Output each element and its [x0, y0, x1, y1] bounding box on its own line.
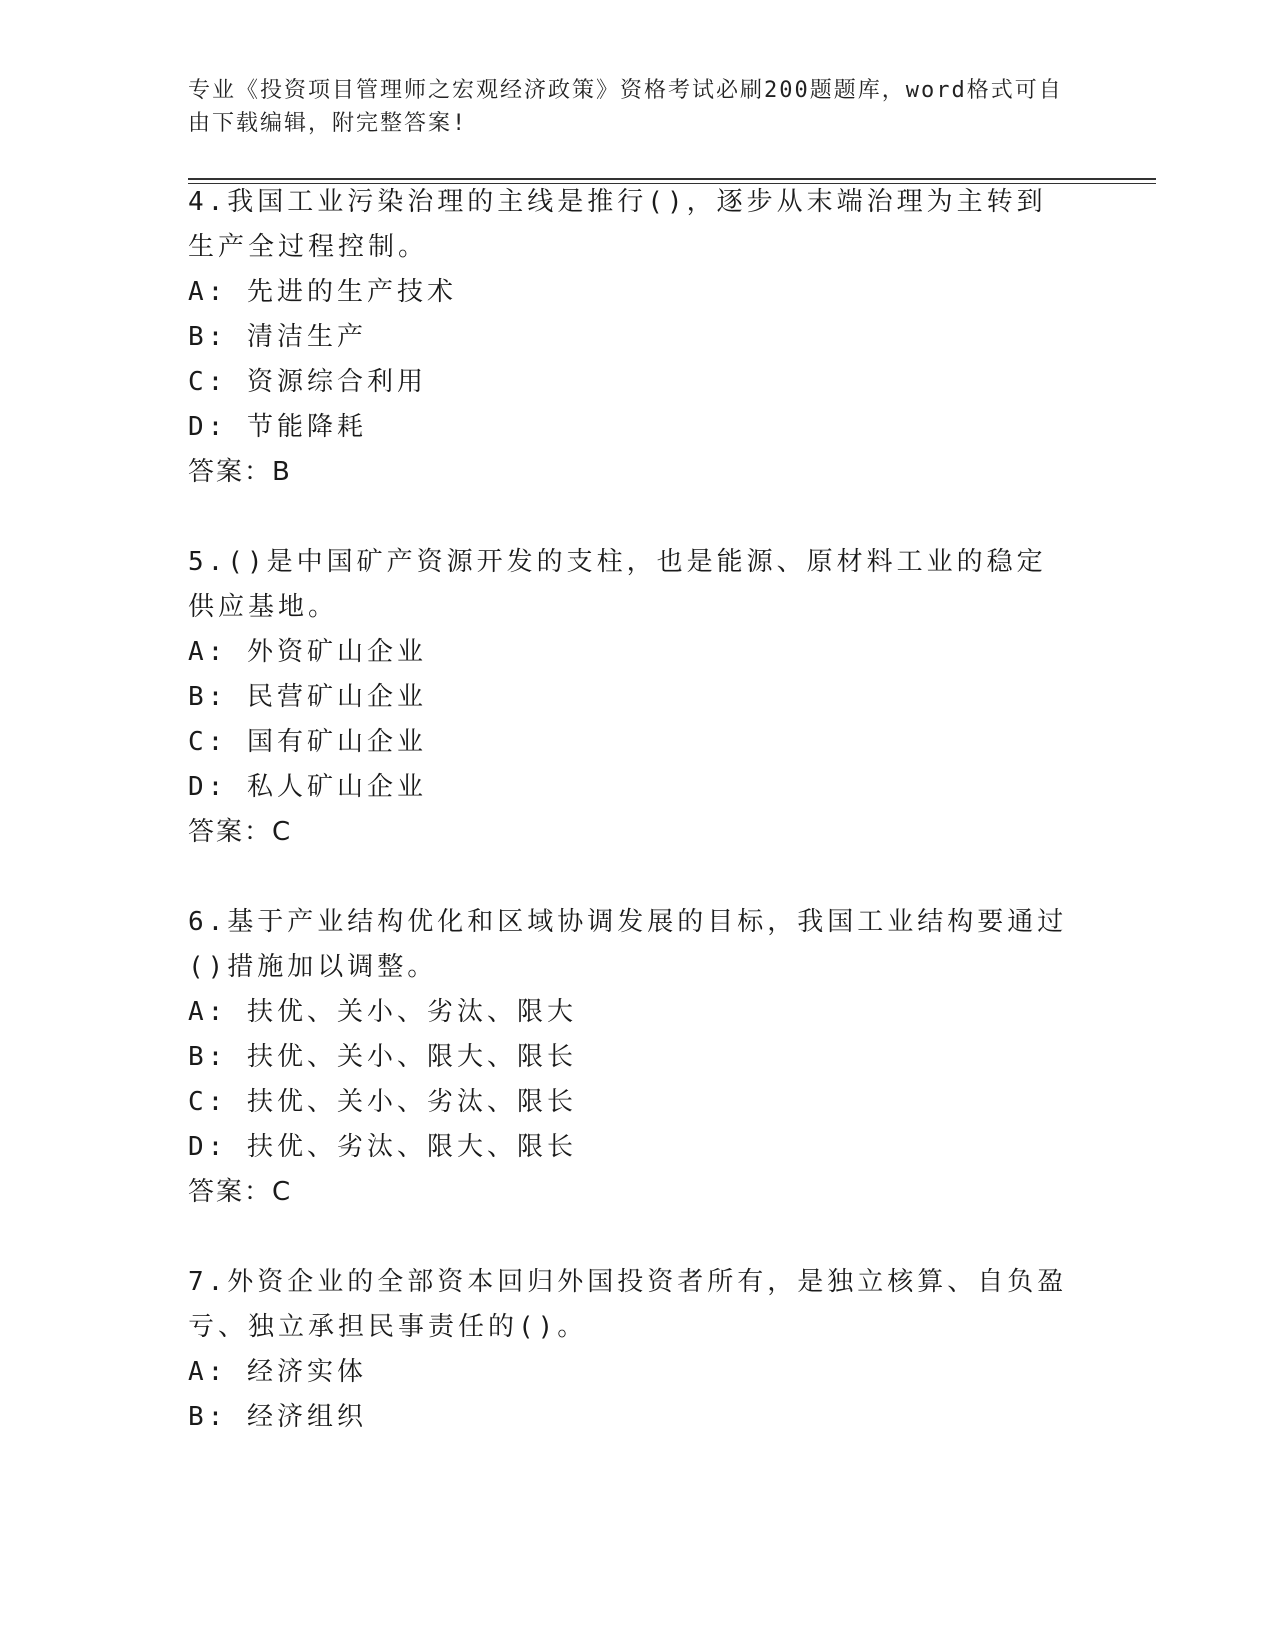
option-a: A: 扶优、关小、劣汰、限大 [188, 997, 577, 1027]
answer: 答案：C [188, 1177, 293, 1207]
question-stem: 6.基于产业结构优化和区域协调发展的目标，我国工业结构要通过()措施加以调整。 [188, 907, 1068, 982]
option-a: A: 外资矿山企业 [188, 637, 427, 667]
question-5 [188, 540, 1068, 855]
option-c: C: 国有矿山企业 [188, 727, 427, 757]
option-c: C: 资源综合利用 [188, 367, 427, 397]
option-a: A: 先进的生产技术 [188, 277, 457, 307]
document-header: 专业《投资项目管理师之宏观经济政策》资格考试必刷200题题库，word格式可自由下载编辑，附完整答案! [188, 78, 1063, 136]
question-stem: 4.我国工业污染治理的主线是推行()，逐步从末端治理为主转到生产全过程控制。 [188, 187, 1047, 262]
option-b: B: 清洁生产 [188, 322, 367, 352]
option-b: B: 经济组织 [188, 1402, 367, 1432]
option-d: D: 扶优、劣汰、限大、限长 [188, 1132, 577, 1162]
option-b: B: 扶优、关小、限大、限长 [188, 1042, 577, 1072]
option-a: A: 经济实体 [188, 1357, 367, 1387]
question-stem: 5.()是中国矿产资源开发的支柱，也是能源、原材料工业的稳定供应基地。 [188, 547, 1047, 622]
option-d: D: 节能降耗 [188, 412, 367, 442]
answer: 答案：C [188, 817, 293, 847]
option-c: C: 扶优、关小、劣汰、限长 [188, 1087, 577, 1117]
question-6 [188, 900, 1068, 1215]
question-4 [188, 180, 1068, 495]
question-stem: 7.外资企业的全部资本回归外国投资者所有，是独立核算、自负盈亏、独立承担民事责任的()。 [188, 1267, 1068, 1342]
option-d: D: 私人矿山企业 [188, 772, 427, 802]
question-7 [188, 1260, 1068, 1440]
option-b: B: 民营矿山企业 [188, 682, 427, 712]
answer: 答案：B [188, 457, 292, 487]
